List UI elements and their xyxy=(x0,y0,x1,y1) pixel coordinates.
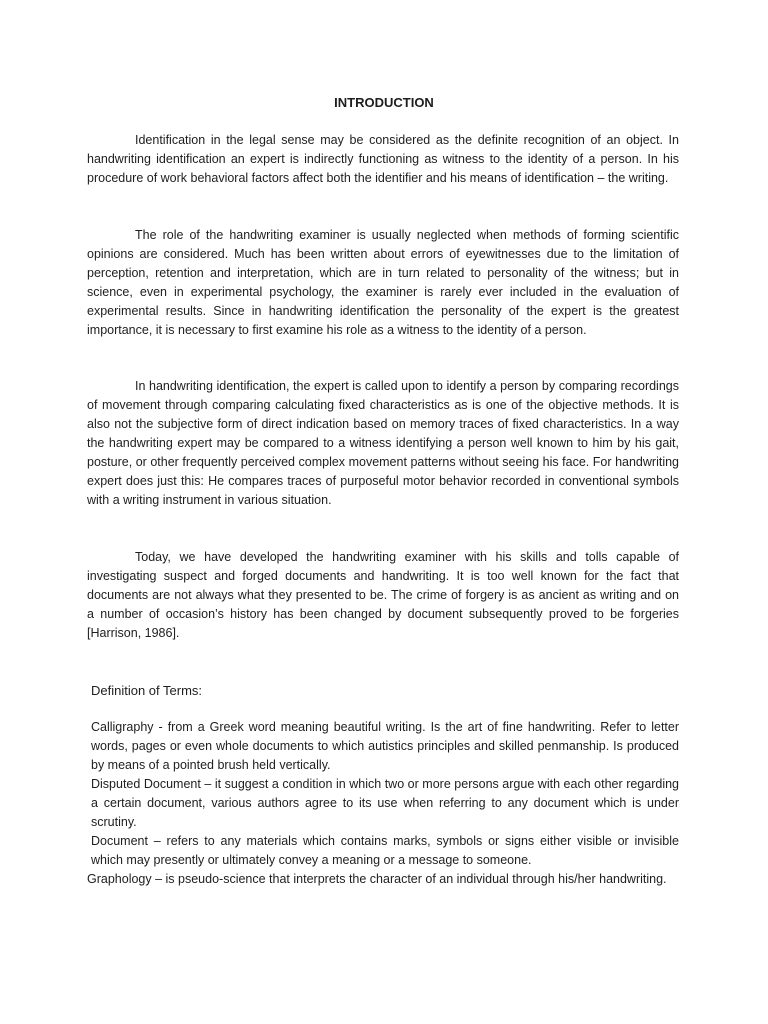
definition-term: Graphology xyxy=(87,872,152,886)
definitions-heading: Definition of Terms: xyxy=(91,683,203,698)
definition-separator: – xyxy=(151,872,166,886)
definition-text: from a Greek word meaning beautiful writing. Is the art of fine handwriting. Refer to letter words, pages or even whole documents to which autistics principles and skilled penmanship. Is produced by means of a pointed brush held vertically. xyxy=(91,720,680,772)
definition-separator: – xyxy=(147,834,167,848)
definition-separator: – xyxy=(200,777,215,791)
definition-graphology xyxy=(87,870,679,889)
definition-term: Calligraphy xyxy=(91,720,154,734)
paragraph-3: In handwriting identification, the expert is called upon to identify a person by comparing recordings of movement through comparing calculating fixed characteristics as is one of the objective methods. It is also not the subjective form of direct indication based on memory traces of fixed characteristics. In a way the handwriting expert may be compared to a witness identifying a person well known to him by his gait, posture, or other frequently perceived complex movement patterns without seeing his face. For handwriting expert does just this: He compares traces of purposeful motor behavior recorded in conventional symbols with a writing instrument in various situation. xyxy=(87,379,679,507)
paragraph-2: The role of the handwriting examiner is usually neglected when methods of forming scientific opinions are considered. Much has been written about errors of eyewitnesses due to the limitation of perception, retention and interpretation, which are in turn related to personality of the witness; but in science, even in experimental psychology, the examiner is rarely ever included in the evaluation of experimental results. Since in handwriting identification the personality of the expert is the greatest importance, it is necessary to first examine his role as a witness to the identity of a person. xyxy=(87,228,679,337)
definition-separator: - xyxy=(153,720,168,734)
definition-document xyxy=(91,832,679,870)
definition-term: Disputed Document xyxy=(91,777,201,791)
page-title: INTRODUCTION xyxy=(334,95,434,110)
definition-term: Document xyxy=(91,834,148,848)
definition-calligraphy xyxy=(91,718,679,775)
paragraph-1: Identification in the legal sense may be considered as the definite recognition of an object. In handwriting identification an expert is indirectly functioning as witness to the identity of a person. In his procedure of work behavioral factors affect both the identifier and his means of identification – the writing. xyxy=(87,133,679,185)
definition-text: it suggest a condition in which two or more persons argue with each other regarding a certain document, various authors agree to its use when referring to any document which is under scrutiny. xyxy=(91,777,680,829)
definition-text: is pseudo-science that interprets the character of an individual through his/her handwriting. xyxy=(165,872,667,886)
definition-text: refers to any materials which contains marks, symbols or signs either visible or invisible which may presently or ultimately convey a meaning or a message to someone. xyxy=(91,834,679,867)
paragraph-4: Today, we have developed the handwriting examiner with his skills and tolls capable of investigating suspect and forged documents and handwriting. It is too well known for the fact that documents are not always what they presented to be. The crime of forgery is as ancient as writing and on a number of occasion’s history has been changed by document subsequently proved to be forgeries [Harrison, 1986]. xyxy=(87,550,679,640)
definition-disputed-document xyxy=(91,775,679,832)
